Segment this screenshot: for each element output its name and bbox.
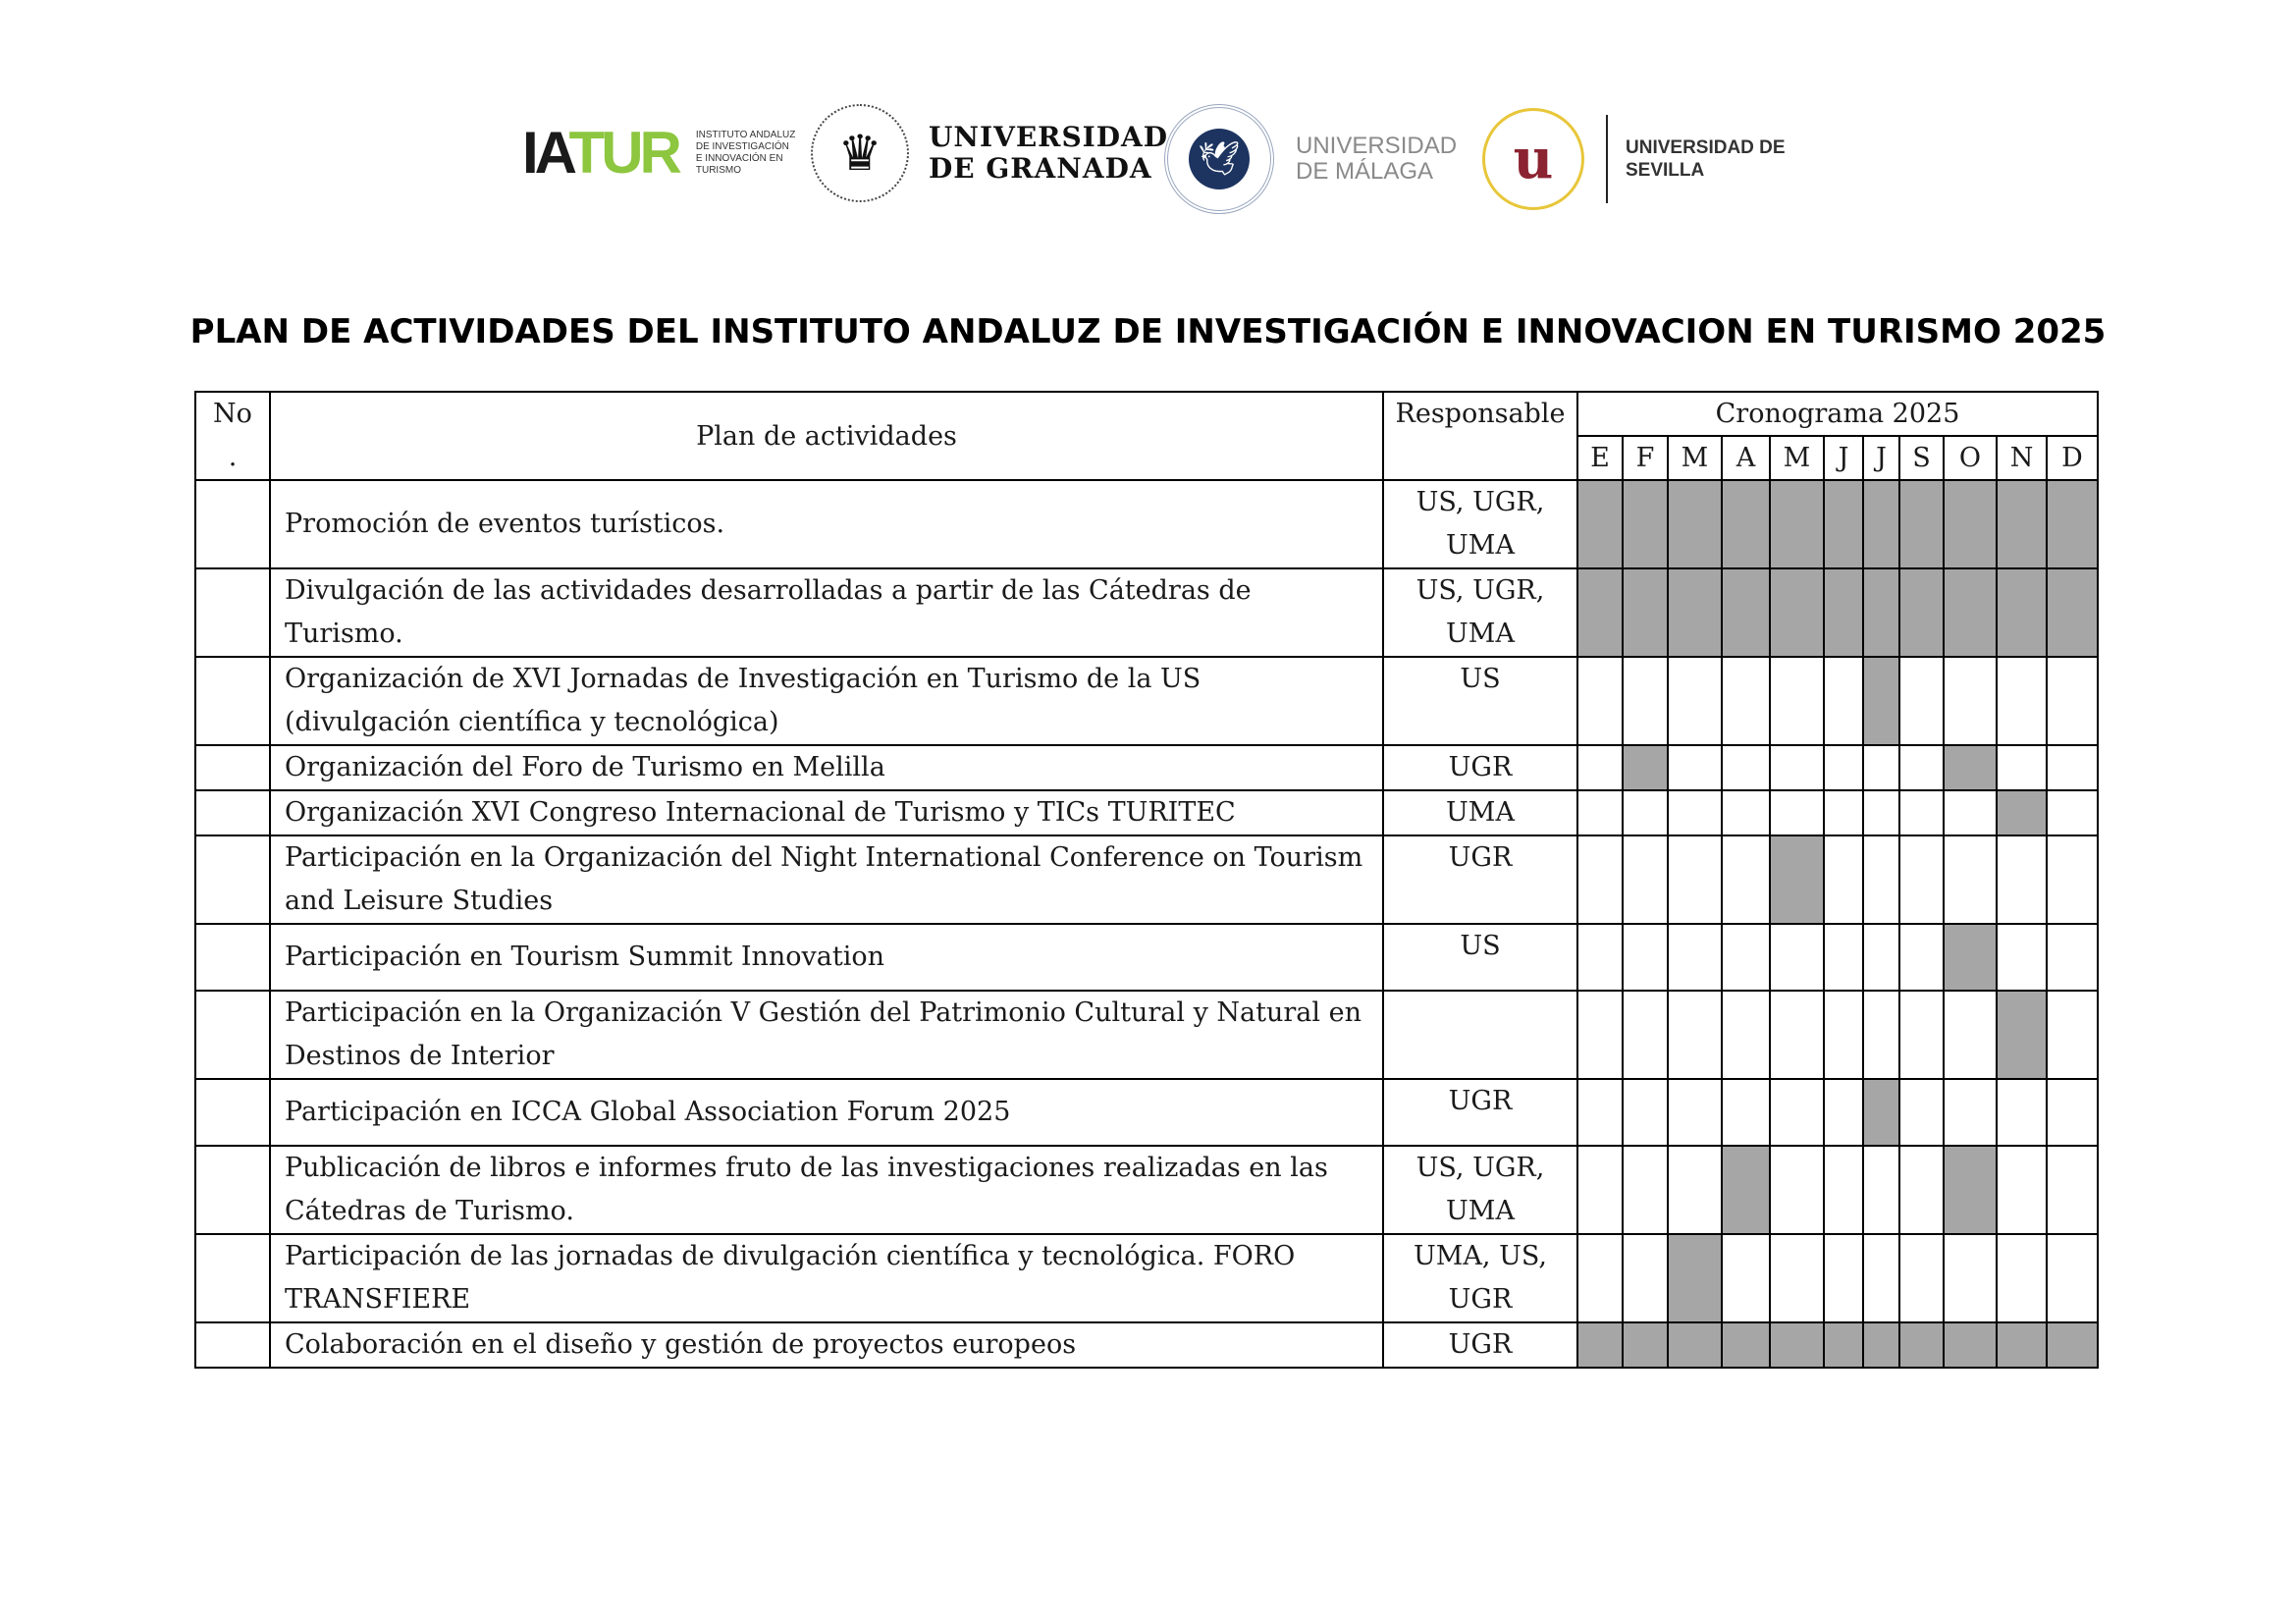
schedule-cell-active <box>1899 568 1944 657</box>
schedule-cell-empty <box>2047 1234 2098 1322</box>
sevilla-divider <box>1606 115 1608 203</box>
activity-description: Organización XVI Congreso Internacional de Turismo y TICs TURITEC <box>270 790 1383 835</box>
responsible-entity: UMA, US, UGR <box>1383 1234 1577 1322</box>
schedule-cell-active <box>1623 480 1668 568</box>
month-header: N <box>1997 436 2047 480</box>
activity-row <box>195 790 2098 835</box>
schedule-cell-active <box>1997 991 2047 1079</box>
schedule-cell-active <box>1722 1322 1770 1368</box>
schedule-cell-empty <box>1623 790 1668 835</box>
schedule-cell-empty <box>1770 1146 1824 1234</box>
schedule-cell-empty <box>1899 657 1944 745</box>
row-number <box>195 1079 270 1146</box>
schedule-cell-empty <box>1722 1079 1770 1146</box>
month-header: E <box>1577 436 1623 480</box>
schedule-cell-empty <box>1668 924 1722 991</box>
schedule-cell-empty <box>1668 657 1722 745</box>
schedule-cell-active <box>1863 1079 1899 1146</box>
schedule-cell-empty <box>1722 1234 1770 1322</box>
granada-seal-icon: ♛ <box>811 104 909 202</box>
schedule-cell-active <box>1997 568 2047 657</box>
schedule-cell-active <box>1944 924 1997 991</box>
activity-row <box>195 745 2098 790</box>
sevilla-name: UNIVERSIDAD DE SEVILLA <box>1626 137 1786 181</box>
schedule-cell-empty <box>1722 657 1770 745</box>
header-schedule: Cronograma 2025 <box>1577 392 2098 436</box>
schedule-cell-empty <box>1770 745 1824 790</box>
schedule-cell-empty <box>1577 745 1623 790</box>
schedule-cell-empty <box>1770 790 1824 835</box>
month-header: A <box>1722 436 1770 480</box>
header-activity: Plan de actividades <box>270 392 1383 480</box>
responsible-entity: US <box>1383 924 1577 991</box>
schedule-cell-active <box>1623 568 1668 657</box>
row-number <box>195 835 270 924</box>
schedule-cell-empty <box>1623 924 1668 991</box>
schedule-cell-empty <box>1824 1234 1863 1322</box>
schedule-cell-empty <box>1863 1146 1899 1234</box>
schedule-cell-empty <box>1668 1079 1722 1146</box>
schedule-cell-empty <box>1824 790 1863 835</box>
schedule-cell-empty <box>1863 991 1899 1079</box>
logo-band <box>0 98 2296 216</box>
schedule-cell-empty <box>1668 745 1722 790</box>
month-header: M <box>1668 436 1722 480</box>
responsible-entity <box>1383 991 1577 1079</box>
schedule-cell-active <box>1770 835 1824 924</box>
row-number <box>195 1322 270 1368</box>
row-number <box>195 1234 270 1322</box>
iatur-logo <box>522 120 824 186</box>
schedule-cell-empty <box>1944 991 1997 1079</box>
schedule-cell-active <box>1863 480 1899 568</box>
activity-row <box>195 568 2098 657</box>
schedule-cell-empty <box>1722 991 1770 1079</box>
schedule-cell-empty <box>1577 1234 1623 1322</box>
schedule-cell-empty <box>1997 745 2047 790</box>
month-header: D <box>2047 436 2098 480</box>
activity-description: Organización del Foro de Turismo en Melilla <box>270 745 1383 790</box>
schedule-cell-active <box>1863 568 1899 657</box>
month-header: J <box>1824 436 1863 480</box>
row-number <box>195 790 270 835</box>
activity-row <box>195 1146 2098 1234</box>
row-number <box>195 480 270 568</box>
schedule-cell-empty <box>1944 1234 1997 1322</box>
schedule-cell-empty <box>1863 745 1899 790</box>
activity-row <box>195 991 2098 1079</box>
schedule-cell-active <box>1770 568 1824 657</box>
activity-row <box>195 1079 2098 1146</box>
activity-row <box>195 480 2098 568</box>
schedule-cell-empty <box>2047 991 2098 1079</box>
schedule-cell-empty <box>1770 1079 1824 1146</box>
schedule-cell-active <box>1944 568 1997 657</box>
schedule-cell-empty <box>1722 835 1770 924</box>
row-number <box>195 924 270 991</box>
schedule-cell-empty <box>1997 835 2047 924</box>
responsible-entity: UGR <box>1383 835 1577 924</box>
header-responsible: Responsable <box>1383 392 1577 480</box>
schedule-cell-empty <box>1668 991 1722 1079</box>
row-number <box>195 745 270 790</box>
universidad-sevilla-logo <box>1482 108 1786 210</box>
schedule-cell-active <box>1577 568 1623 657</box>
activity-description: Promoción de eventos turísticos. <box>270 480 1383 568</box>
schedule-cell-active <box>1824 568 1863 657</box>
schedule-cell-empty <box>1824 745 1863 790</box>
schedule-cell-active <box>1722 568 1770 657</box>
schedule-cell-empty <box>1997 924 2047 991</box>
activity-description: Participación en la Organización V Gestión del Patrimonio Cultural y Natural en Destinos de Interior <box>270 991 1383 1079</box>
activities-body <box>195 480 2098 1368</box>
row-number <box>195 657 270 745</box>
schedule-cell-active <box>1863 1322 1899 1368</box>
universidad-granada-logo <box>811 104 1168 202</box>
schedule-cell-empty <box>1623 1079 1668 1146</box>
schedule-cell-active <box>1770 480 1824 568</box>
schedule-cell-empty <box>1997 1079 2047 1146</box>
malaga-seal-icon: 🕊 <box>1164 104 1274 214</box>
responsible-entity: US, UGR, UMA <box>1383 1146 1577 1234</box>
activity-description: Publicación de libros e informes fruto de las investigaciones realizadas en las Cátedras de Turismo. <box>270 1146 1383 1234</box>
schedule-cell-empty <box>2047 657 2098 745</box>
schedule-cell-empty <box>1722 745 1770 790</box>
schedule-cell-active <box>1722 1146 1770 1234</box>
schedule-cell-empty <box>1668 1146 1722 1234</box>
row-number <box>195 991 270 1079</box>
activity-description: Divulgación de las actividades desarrolladas a partir de las Cátedras de Turismo. <box>270 568 1383 657</box>
responsible-entity: US <box>1383 657 1577 745</box>
schedule-cell-empty <box>1899 790 1944 835</box>
activity-description: Participación en ICCA Global Association Forum 2025 <box>270 1079 1383 1146</box>
schedule-cell-active <box>2047 480 2098 568</box>
universidad-malaga-logo <box>1164 104 1457 214</box>
schedule-cell-empty <box>1899 924 1944 991</box>
schedule-cell-empty <box>1770 1234 1824 1322</box>
schedule-cell-empty <box>1824 991 1863 1079</box>
activity-description: Organización de XVI Jornadas de Investigación en Turismo de la US (divulgación científica y tecnológica) <box>270 657 1383 745</box>
schedule-cell-active <box>1623 745 1668 790</box>
schedule-cell-empty <box>1944 835 1997 924</box>
schedule-cell-empty <box>1577 1146 1623 1234</box>
schedule-cell-active <box>2047 1322 2098 1368</box>
schedule-cell-empty <box>1824 835 1863 924</box>
sevilla-seal-icon: u <box>1482 108 1584 210</box>
schedule-cell-empty <box>1577 790 1623 835</box>
schedule-cell-empty <box>1722 790 1770 835</box>
schedule-cell-empty <box>1997 657 2047 745</box>
schedule-cell-active <box>2047 568 2098 657</box>
malaga-name: UNIVERSIDAD DE MÁLAGA <box>1296 133 1458 185</box>
schedule-cell-empty <box>1944 1079 1997 1146</box>
schedule-cell-empty <box>1722 924 1770 991</box>
granada-name: UNIVERSIDAD DE GRANADA <box>929 121 1169 185</box>
schedule-cell-active <box>1944 480 1997 568</box>
schedule-cell-empty <box>1944 790 1997 835</box>
schedule-cell-empty <box>1770 924 1824 991</box>
schedule-cell-empty <box>1577 924 1623 991</box>
schedule-cell-empty <box>1577 991 1623 1079</box>
schedule-cell-empty <box>1623 991 1668 1079</box>
schedule-cell-empty <box>1770 657 1824 745</box>
schedule-cell-empty <box>1770 991 1824 1079</box>
schedule-cell-empty <box>1899 991 1944 1079</box>
schedule-cell-empty <box>2047 790 2098 835</box>
schedule-cell-active <box>1824 480 1863 568</box>
activity-description: Participación en Tourism Summit Innovation <box>270 924 1383 991</box>
schedule-cell-active <box>1668 1234 1722 1322</box>
activity-description: Colaboración en el diseño y gestión de proyectos europeos <box>270 1322 1383 1368</box>
schedule-cell-empty <box>1899 1079 1944 1146</box>
schedule-cell-empty <box>1899 835 1944 924</box>
schedule-cell-empty <box>2047 1079 2098 1146</box>
schedule-cell-empty <box>1944 657 1997 745</box>
activity-row <box>195 657 2098 745</box>
schedule-cell-empty <box>1623 657 1668 745</box>
month-header: M <box>1770 436 1824 480</box>
responsible-entity: UGR <box>1383 1322 1577 1368</box>
responsible-entity: US, UGR, UMA <box>1383 480 1577 568</box>
schedule-cell-empty <box>1623 1146 1668 1234</box>
schedule-cell-active <box>1997 1322 2047 1368</box>
header-no: No . <box>195 392 270 480</box>
row-number <box>195 568 270 657</box>
schedule-cell-empty <box>1863 835 1899 924</box>
schedule-cell-active <box>1722 480 1770 568</box>
schedule-cell-active <box>1997 790 2047 835</box>
schedule-cell-empty <box>1668 835 1722 924</box>
page-title: PLAN DE ACTIVIDADES DEL INSTITUTO ANDALUZ DE INVESTIGACIÓN E INNOVACION EN TURISMO 2025 <box>189 312 2107 351</box>
activity-description: Participación de las jornadas de divulgación científica y tecnológica. FORO TRANSFIERE <box>270 1234 1383 1322</box>
schedule-cell-empty <box>1824 657 1863 745</box>
schedule-cell-empty <box>1899 1234 1944 1322</box>
schedule-cell-active <box>1899 480 1944 568</box>
month-header: S <box>1899 436 1944 480</box>
activities-table <box>194 391 2099 1369</box>
schedule-cell-empty <box>1824 1079 1863 1146</box>
schedule-cell-empty <box>2047 835 2098 924</box>
activity-description: Participación en la Organización del Night International Conference on Tourism and Leisure Studies <box>270 835 1383 924</box>
iatur-subtitle: INSTITUTO ANDALUZ DE INVESTIGACIÓN E INNOVACIÓN EN TURISMO <box>695 130 796 176</box>
responsible-entity: UGR <box>1383 1079 1577 1146</box>
month-header: O <box>1944 436 1997 480</box>
schedule-cell-empty <box>1577 1079 1623 1146</box>
schedule-cell-empty <box>1824 924 1863 991</box>
schedule-cell-empty <box>1623 835 1668 924</box>
schedule-cell-empty <box>1668 790 1722 835</box>
schedule-cell-active <box>1944 1322 1997 1368</box>
schedule-cell-active <box>1863 657 1899 745</box>
schedule-cell-active <box>1668 480 1722 568</box>
schedule-cell-empty <box>1997 1234 2047 1322</box>
schedule-cell-active <box>1997 480 2047 568</box>
activity-row <box>195 1322 2098 1368</box>
schedule-cell-active <box>1668 1322 1722 1368</box>
iatur-wordmark: IATUR <box>522 120 678 186</box>
schedule-cell-active <box>1770 1322 1824 1368</box>
activity-row <box>195 835 2098 924</box>
schedule-cell-empty <box>1863 1234 1899 1322</box>
schedule-cell-empty <box>1863 790 1899 835</box>
responsible-entity: UMA <box>1383 790 1577 835</box>
schedule-cell-empty <box>1623 1234 1668 1322</box>
activity-row <box>195 924 2098 991</box>
schedule-cell-empty <box>1824 1146 1863 1234</box>
schedule-cell-active <box>1824 1322 1863 1368</box>
schedule-cell-empty <box>1899 745 1944 790</box>
schedule-cell-empty <box>2047 1146 2098 1234</box>
responsible-entity: UGR <box>1383 745 1577 790</box>
schedule-cell-empty <box>2047 745 2098 790</box>
schedule-cell-empty <box>1577 835 1623 924</box>
month-header: J <box>1863 436 1899 480</box>
schedule-cell-empty <box>1863 924 1899 991</box>
schedule-cell-active <box>1577 1322 1623 1368</box>
schedule-cell-active <box>1944 1146 1997 1234</box>
schedule-cell-empty <box>1899 1146 1944 1234</box>
schedule-cell-empty <box>1577 657 1623 745</box>
schedule-cell-active <box>1944 745 1997 790</box>
schedule-cell-active <box>1623 1322 1668 1368</box>
schedule-cell-empty <box>2047 924 2098 991</box>
schedule-cell-active <box>1577 480 1623 568</box>
responsible-entity: US, UGR, UMA <box>1383 568 1577 657</box>
activity-row <box>195 1234 2098 1322</box>
schedule-cell-active <box>1668 568 1722 657</box>
header-row-1 <box>195 392 2098 436</box>
schedule-cell-empty <box>1997 1146 2047 1234</box>
month-header: F <box>1623 436 1668 480</box>
schedule-cell-active <box>1899 1322 1944 1368</box>
row-number <box>195 1146 270 1234</box>
